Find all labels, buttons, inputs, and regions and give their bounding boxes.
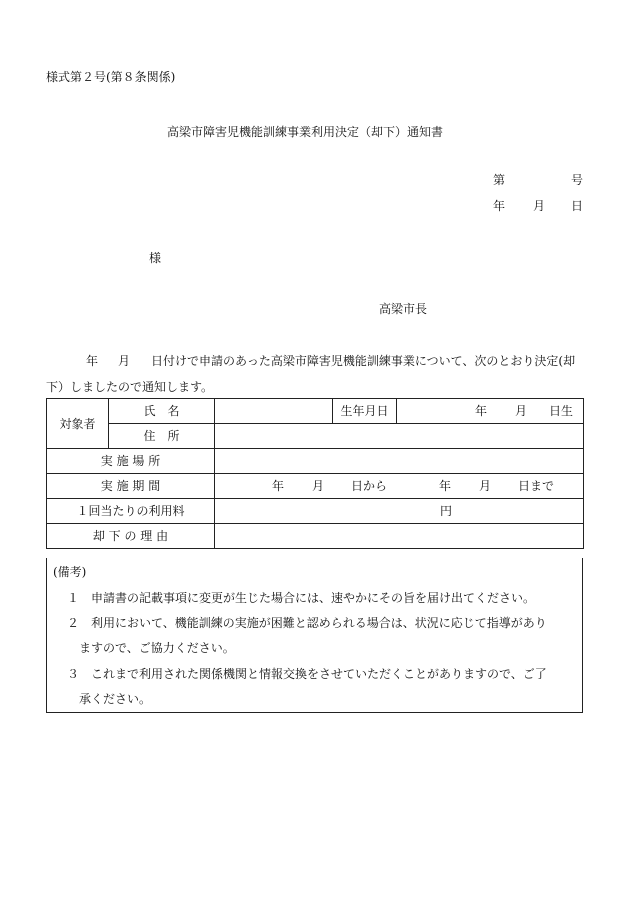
- application-table: [46, 398, 584, 549]
- address-value: [215, 424, 584, 449]
- address-label: 住 所: [109, 424, 215, 449]
- birthdate-label: 生年月日: [333, 399, 397, 424]
- recipient-suffix: 様: [149, 251, 162, 265]
- note-3-number: ３: [67, 667, 80, 681]
- period-label: 実 施 期 間: [47, 474, 215, 499]
- period-value: [215, 474, 584, 499]
- note-1: 申請書の記載事項に変更が生じた場合には、速やかにその旨を届け出てください。: [91, 591, 536, 605]
- period-to-month: 月: [479, 479, 492, 493]
- notes-heading: (備考): [53, 565, 87, 579]
- note-3-line-2: 承ください。: [79, 692, 152, 706]
- body-month: 月: [118, 354, 131, 368]
- period-from-month: 月: [312, 479, 325, 493]
- notes-box: [46, 558, 583, 713]
- table-row: [47, 449, 584, 474]
- birth-month: 月: [515, 404, 528, 418]
- period-from-year: 年: [272, 479, 285, 493]
- note-2-line-2: ますので、ご協力ください。: [79, 641, 235, 655]
- name-label: 氏 名: [109, 399, 215, 424]
- name-value: [215, 399, 333, 424]
- date-month: 月: [533, 199, 546, 213]
- table-row: [47, 424, 584, 449]
- note-2-line-1: 利用において、機能訓練の実施が困難と認められる場合は、状況に応じて指導があり: [91, 616, 547, 630]
- birth-year: 年: [475, 404, 488, 418]
- fee-label: １回当たりの利用料: [47, 499, 215, 524]
- table-row: [47, 399, 584, 424]
- table-row: [47, 499, 584, 524]
- doc-number-suffix: 号: [571, 173, 584, 187]
- note-2-number: ２: [67, 616, 80, 630]
- date-year: 年: [493, 199, 506, 213]
- issuer-name: 高梁市長: [379, 302, 428, 316]
- birthdate-value: [397, 399, 584, 424]
- table-row: [47, 524, 584, 549]
- reason-label: 却 下 の 理 由: [47, 524, 215, 549]
- doc-number-prefix: 第: [493, 173, 506, 187]
- date-day: 日: [571, 199, 584, 213]
- fee-value: [215, 499, 584, 524]
- reason-value: [215, 524, 584, 549]
- table-row: [47, 474, 584, 499]
- period-to-day: 日まで: [518, 479, 555, 493]
- period-to-year: 年: [439, 479, 452, 493]
- subject-label: 対象者: [47, 399, 109, 449]
- place-value: [215, 449, 584, 474]
- note-3-line-1: これまで利用された関係機関と情報交換をさせていただくことがありますので、ご了: [91, 667, 547, 681]
- form-number: 様式第２号(第８条関係): [46, 70, 176, 84]
- body-year: 年: [86, 354, 99, 368]
- place-label: 実 施 場 所: [47, 449, 215, 474]
- birth-day: 日生: [549, 404, 574, 418]
- body-line-1: 日付けで申請のあった高梁市障害児機能訓練事業について、次のとおり決定(却: [151, 354, 576, 368]
- fee-unit: 円: [440, 504, 453, 518]
- body-line-2: 下）しましたので通知します。: [46, 380, 214, 394]
- note-1-number: １: [67, 591, 80, 605]
- document-title: 高梁市障害児機能訓練事業利用決定（却下）通知書: [167, 125, 444, 139]
- period-from-day: 日から: [351, 479, 388, 493]
